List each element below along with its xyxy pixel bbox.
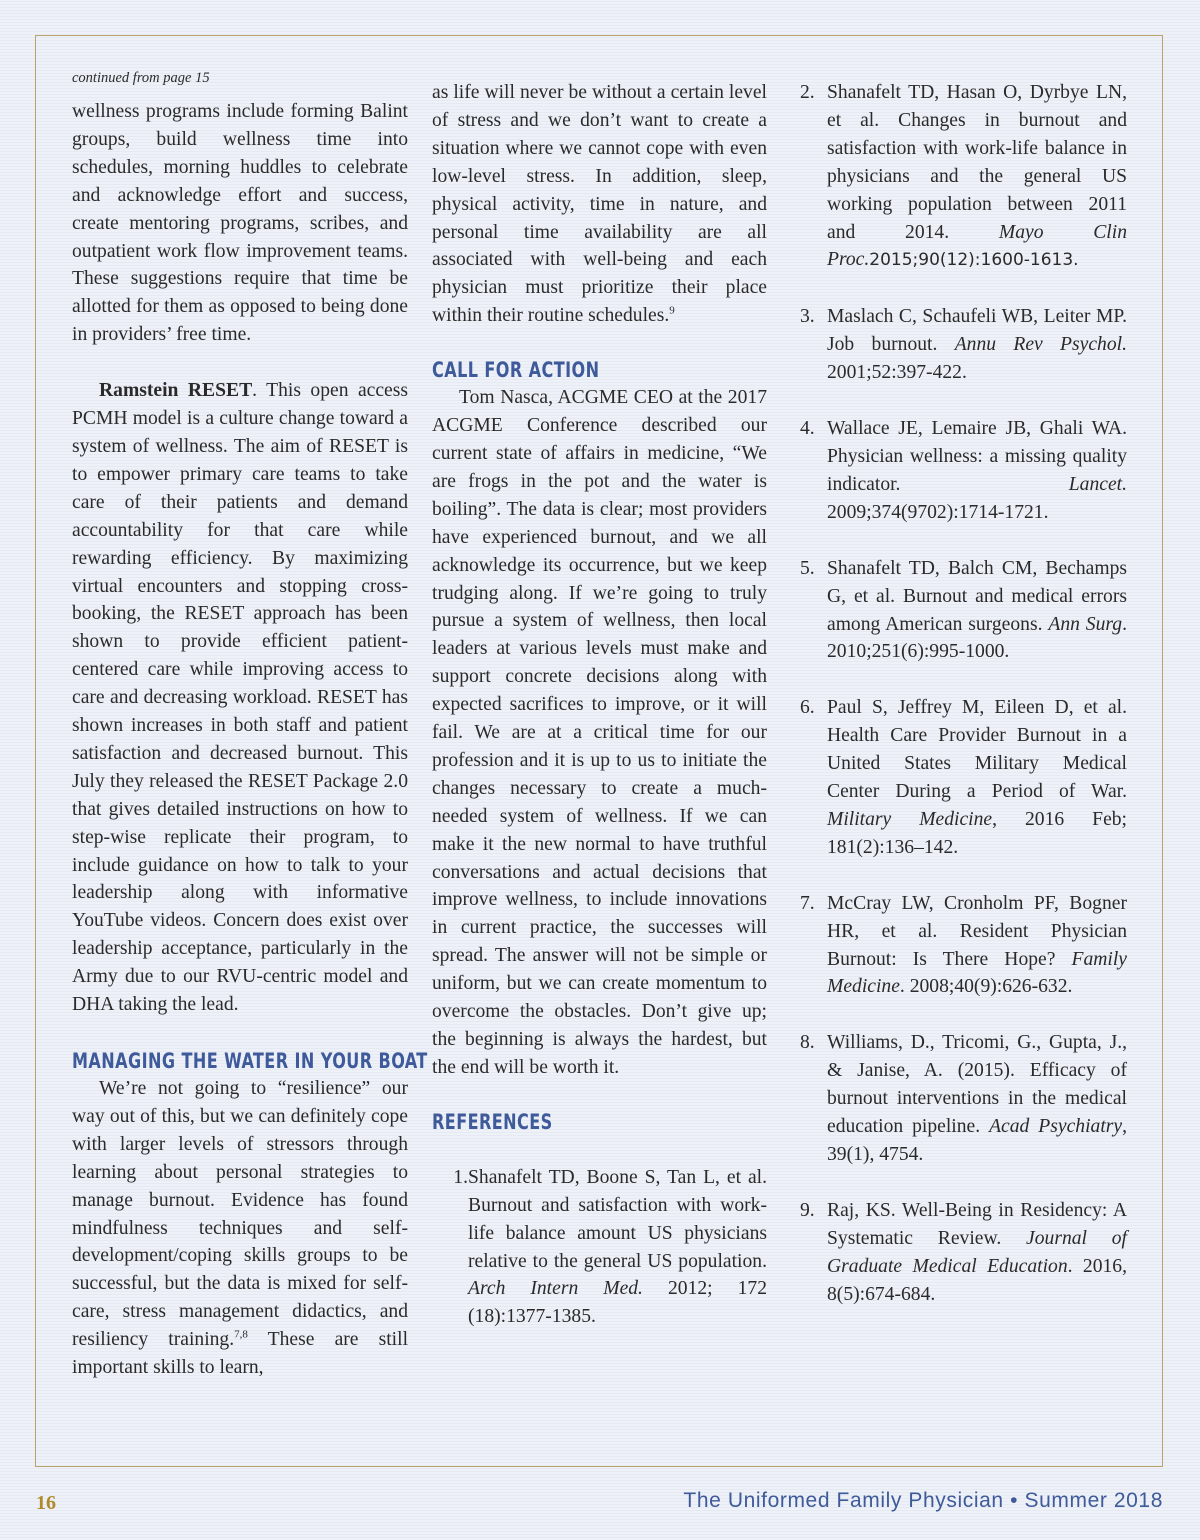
citation-7-8: 7,8 [234, 1328, 248, 1341]
reference-journal: Military Medicine [827, 808, 993, 830]
reference-tail: 2012; 172 (18):1377-1385. [468, 1278, 767, 1328]
reference-tail: 2009;374(9702):1714-1721. [827, 501, 1049, 523]
reference-number: 9. [800, 1199, 815, 1221]
stress-text: as life will never be without a certain level of stress and we don’t want to create a situation where we cannot cope with even low-level stress. In addition, sleep, physical activity, time in nature, and personal time availability are all associated with well-being and each physician must prioritize their place within their routine schedules. [432, 82, 767, 327]
reference-item [800, 890, 1127, 1002]
paragraph-resilience [72, 1075, 408, 1382]
reference-item [800, 555, 1127, 667]
references-list-continued [800, 79, 1127, 1309]
reference-item [800, 415, 1127, 527]
resilience-text: We’re not going to “resilience” our way out of this, but we can definitely cope with larger levels of stressors through learning about personal strategies to manage burnout. Evidence has found mindfulness techniques and self-development/coping skills groups to be successful, but the data is mixed for self-care, stress management didactics, and resiliency training. [72, 1078, 408, 1351]
heading-managing-water: MANAGING THE WATER IN YOUR BOAT [72, 1049, 428, 1073]
reference-item [800, 1197, 1127, 1309]
reference-text: Raj, KS. Well-Being in Residency: A Systematic Review. [827, 1199, 1127, 1249]
heading-call-for-action: CALL FOR ACTION [432, 358, 600, 383]
reference-journal: Mayo Clin Proc. [827, 221, 1127, 271]
reference-tail: 2015;90(12):1600-1613. [869, 250, 1079, 271]
reference-number: 5. [800, 557, 815, 579]
reference-journal: Family Medicine [827, 948, 1127, 998]
references-list-start [432, 1164, 767, 1331]
reference-journal: Journal of Graduate Medical Education [827, 1227, 1128, 1277]
reference-tail: . 2016, 8(5):674-684. [827, 1255, 1127, 1305]
reference-text: Maslach C, Schaufeli WB, Leiter MP. Job burnout. [827, 306, 1127, 356]
reference-text: Shanafelt TD, Balch CM, Bechamps G, et al. Burnout and medical errors among American surgeons. [827, 557, 1127, 635]
reference-item [800, 79, 1127, 275]
paragraph-wellness-programs: wellness programs include forming Balint groups, build wellness time into schedules, morning huddles to celebrate and acknowledge effort and success, create mentoring programs, scribes, and outpatient work flow improvement teams. These suggestions require that time be allotted for them as opposed to being done in providers’ free time. [72, 101, 408, 346]
reference-number: 7. [800, 892, 815, 914]
reference-item [432, 1164, 767, 1331]
reference-number: 1. [453, 1166, 468, 1188]
reference-number: 3. [800, 306, 815, 328]
publication-title: The Uniformed Family Physician • Summer 2018 [683, 1489, 1163, 1512]
reference-journal: Ann Surg [1048, 613, 1123, 635]
column-2 [432, 79, 767, 1331]
reference-item [800, 694, 1127, 861]
column-1 [72, 68, 428, 1382]
reset-bold-lead: Ramstein RESET [99, 380, 253, 402]
reference-number: 8. [800, 1032, 815, 1054]
reference-journal: Acad Psychiatry [989, 1116, 1123, 1138]
reference-tail: . 2010;251(6):995-1000. [827, 613, 1127, 663]
reference-number: 2. [800, 82, 815, 103]
reference-tail: , 2016 Feb; 181(2):136–142. [827, 808, 1128, 858]
reference-text: McCray LW, Cronholm PF, Bogner HR, et al. Resident Physician Burnout: Is There Hope? [827, 892, 1127, 970]
reference-journal: Annu Rev Psychol. [954, 334, 1127, 356]
paragraph-ramstein-reset [72, 377, 408, 1019]
reset-text: . This open access PCMH model is a culture change toward a system of wellness. The aim of RESET is to empower primary care teams to take care of their patients and demand accountability for that care while rewarding efficiency. By maximizing virtual encounters and stopping cross-booking, the RESET approach has been shown to provide efficient patient-centered care while improving access to care and decreasing workload. RESET has shown increases in both staff and patient satisfaction and decreased burnout. This July they released the RESET Package 2.0 that gives detailed instructions on how to step-wise replicate their program, to include guidance on how to talk to your leadership along with informative YouTube videos. Concern does exist over leadership acceptance, particularly in the Army due to our RVU-centric model and DHA taking the lead. [72, 380, 408, 1016]
reference-journal: Arch Intern Med. [468, 1278, 643, 1300]
reference-item [800, 303, 1127, 387]
reference-item [800, 1029, 1127, 1169]
reference-number: 6. [800, 697, 815, 719]
reference-text: Williams, D., Tricomi, G., Gupta, J., & Janise, A. (2015). Efficacy of burnout interventions in the medical education pipeline. [827, 1032, 1127, 1138]
resilience-tail: These are still important skills to learn, [72, 1329, 409, 1379]
reference-tail: . 2008;40(9):626-632. [899, 976, 1073, 998]
page-number: 16 [36, 1492, 56, 1514]
column-3 [800, 79, 1127, 1309]
citation-9: 9 [669, 304, 675, 317]
continued-note: continued from page 15 [72, 70, 210, 86]
reference-tail: 2001;52:397-422. [827, 362, 967, 384]
reference-text: Shanafelt TD, Boone S, Tan L, et al. Burnout and satisfaction with work-life balance amount US physicians relative to the general US population. [468, 1166, 767, 1272]
reference-journal: Lancet. [1068, 473, 1127, 495]
heading-references: REFERENCES [432, 1109, 553, 1134]
reference-text: Shanafelt TD, Hasan O, Dyrbye LN, et al. Changes in burnout and satisfaction with work-life balance in physicians and the general US working population between 2011 and 2014. [827, 82, 1127, 243]
paragraph-call-for-action: Tom Nasca, ACGME CEO at the 2017 ACGME Conference described our current state of affairs in medicine, “We are frogs in the pot and the water is boiling”. The data is clear; most providers have experienced burnout, and we all acknowledge its occurrence, but we keep trudging along. If we’re going to truly pursue a system of wellness, then local leaders at various levels must make and support concrete decisions along with expected sacrifices to improve, or it will fail. We are at a critical time for our profession and it is up to us to initiate the changes necessary to create a much-needed system of wellness. If we can make it the new normal to have truthful conversations and actual decisions that improve wellness, to include innovations in current practice, the successes will spread. The answer will not be simple or uniform, but we can create momentum to overcome the obstacles. Don’t give up; the beginning is always the hardest, but the end will be worth it. [432, 387, 767, 1078]
paragraph-stress [432, 79, 767, 330]
reference-number: 4. [800, 418, 815, 440]
reference-text: Paul S, Jeffrey M, Eileen D, et al. Health Care Provider Burnout in a United States Military Medical Center During a Period of War. [827, 697, 1127, 803]
reference-tail: , 39(1), 4754. [827, 1116, 1127, 1165]
reference-text: Wallace JE, Lemaire JB, Ghali WA. Physician wellness: a missing quality indicator. [827, 418, 1127, 495]
